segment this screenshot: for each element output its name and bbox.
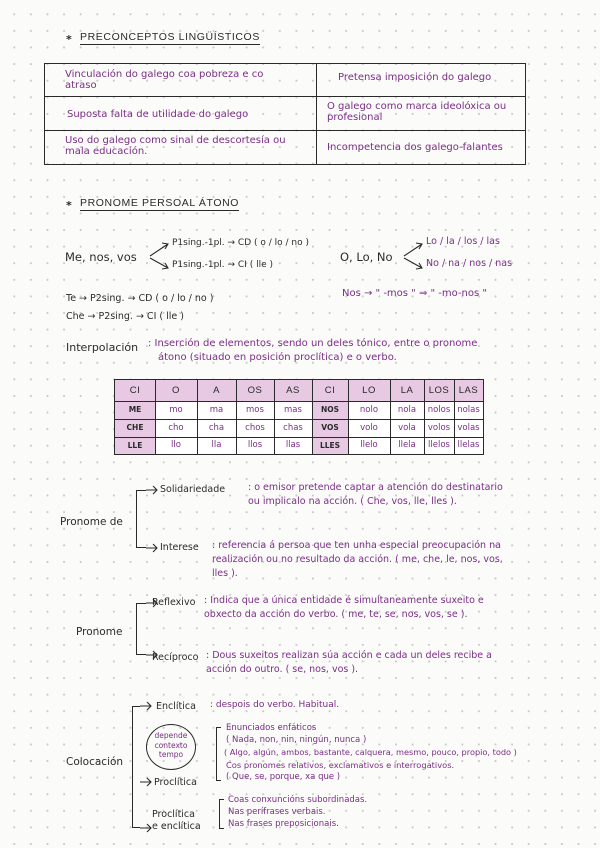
table-cell: nolas xyxy=(457,405,480,415)
table-cell: Pretensa imposición do galego xyxy=(338,72,492,83)
table-cell: O galego como marca ideolóxica ou profesional xyxy=(327,101,507,123)
proclitica-enclitica-item: Nas perífrases verbais. xyxy=(228,807,326,817)
table-header-cell: O xyxy=(172,385,180,396)
table-cell: volos xyxy=(427,423,451,433)
o-lo-no: O, Lo, No xyxy=(340,250,393,264)
table-header-cell: AS xyxy=(286,385,300,396)
interese-text: : referencia á persoa que ten unha especial preocupación na realización ou no resultado da acción. ( me, che, le, nos, vos, lles ). xyxy=(212,540,503,579)
table-row-divider xyxy=(45,130,525,131)
context-oval-text: depende contexto tempo xyxy=(154,731,188,759)
table-row-label: CHE xyxy=(126,423,144,432)
pronome-label: Pronome xyxy=(76,626,123,638)
table-cell: nolos xyxy=(427,405,451,415)
table-cell: lla xyxy=(211,440,222,450)
table-cell: nolo xyxy=(359,405,379,415)
table-cell: llela xyxy=(398,440,416,450)
bullet-star: * xyxy=(66,33,72,46)
table-cell: volas xyxy=(457,423,480,433)
proclitica-item: ( Nada, non, nin, ningún, nunca ) xyxy=(226,735,367,745)
me-nos-vos: Me, nos, vos xyxy=(65,250,137,264)
table-cell: llas xyxy=(285,440,301,450)
table-cell: Incompetencia dos galego-falantes xyxy=(327,142,503,153)
bullet-star: * xyxy=(66,199,72,212)
o-forms-2: No / na / nos / nas xyxy=(426,258,513,269)
solidariedade-text: : o emisor pretende captar a atención do destinatario ou implicalo na acción. ( Che, vos, lle, lles ). xyxy=(248,482,503,507)
interpolacion-text: átono (situado en posición proclítica) e o verbo. xyxy=(158,352,397,363)
section-title-preconceptos: PRECONCEPTOS LINGÜÍSTICOS xyxy=(80,31,260,43)
table-header-cell: CI xyxy=(129,385,141,396)
enclitica-text: : despois do verbo. Habitual. xyxy=(210,700,340,710)
table-cell: mo xyxy=(169,405,183,415)
branch-arrows xyxy=(402,240,426,274)
proclitica-enclitica-label: e enclítica xyxy=(152,821,201,832)
pronome-de-label: Pronome de xyxy=(60,516,123,528)
table-row-label: VOS xyxy=(321,423,339,432)
table-cell: llelos xyxy=(428,440,450,450)
interese-label: Interese xyxy=(160,542,199,553)
branch-arrows xyxy=(148,240,172,274)
table-cell: chas xyxy=(283,423,303,433)
table-row-label: LLES xyxy=(319,441,341,450)
proclitica-item: ( Que, se, porque, xa que ) xyxy=(226,772,341,782)
table-row-label: LLE xyxy=(127,441,143,450)
interpolacion-label: Interpolación xyxy=(66,341,139,354)
bracket xyxy=(216,727,221,781)
table-header-cell: LOS xyxy=(428,385,450,396)
table-divider xyxy=(316,64,317,164)
proclitica-item: Enunciados enfáticos xyxy=(226,723,317,733)
table-cell: llelas xyxy=(457,440,480,450)
proclitica-label: Proclítica xyxy=(154,777,197,788)
nos-rule: Nos → " -mos " ⇒ " -mo-nos " xyxy=(342,288,487,299)
table-header-cell: A xyxy=(213,385,220,396)
pronoun-contractions-table xyxy=(114,379,484,455)
colocacion-label: Colocación xyxy=(66,756,124,768)
preconceptos-table xyxy=(44,63,526,165)
che-rule: Che → P2sing. → CI ( lle ) xyxy=(66,311,184,322)
reciproco-text: : Dous suxeitos realizan súa acción e cada un deles recibe a acción do outro. ( se, nos, vos ). xyxy=(206,650,492,675)
table-header-cell: LA xyxy=(400,385,414,396)
table-cell: cha xyxy=(208,423,225,433)
table-cell: volo xyxy=(360,423,378,433)
interpolacion-text: : Inserción de elementos, sendo un deles tónico, entre o pronome xyxy=(148,338,478,349)
reflexivo-label: Reflexivo xyxy=(152,597,196,608)
reflexivo-text: : Indica que a única entidade é simultaneamente suxeito e obxecto da acción do verbo. ( me, te, se, nos, vos, se ). xyxy=(204,595,484,620)
table-row-label: NOS xyxy=(320,405,340,414)
table-cell: llos xyxy=(247,440,263,450)
table-cell: Uso do galego como sinal de descortesía ou mala educación. xyxy=(65,135,286,157)
table-cell: llo xyxy=(171,440,181,450)
me-ci-rule: P1sing.-1pl. → CI ( lle ) xyxy=(172,260,274,270)
table-cell: ma xyxy=(209,405,224,415)
proclitica-enclitica-item: Nas frases preposicionais. xyxy=(228,819,339,829)
table-row-label: ME xyxy=(128,405,142,414)
table-header-cell: CI xyxy=(324,385,336,396)
proclitica-enclitica-item: Coas conxuncións subordinadas. xyxy=(228,795,368,805)
table-row-divider xyxy=(45,96,525,97)
table-cell: cho xyxy=(168,423,184,433)
reciproco-label: Recíproco xyxy=(152,652,199,663)
me-cd-rule: P1sing.-1pl. → CD ( o / lo / no ) xyxy=(172,238,309,248)
table-header-cell: LAS xyxy=(458,385,479,396)
solidariedade-label: Solidariedade xyxy=(160,484,226,495)
table-header-cell: OS xyxy=(247,385,263,396)
table-cell: Vinculación do galego coa pobreza e co atraso xyxy=(65,69,264,91)
table-cell: nola xyxy=(397,405,417,415)
proclitica-item: Cos pronomes relativos, exclamativos e interrogativos. xyxy=(226,760,455,770)
section-title-pronome-persoal: PRONOME PERSOAL ÁTONO xyxy=(80,197,240,209)
table-cell: chos xyxy=(245,423,265,433)
table-cell: mas xyxy=(284,405,302,415)
enclitica-label: Enclítica xyxy=(156,701,196,712)
o-forms-1: Lo / la / los / las xyxy=(426,236,500,247)
bracket xyxy=(219,799,224,829)
table-cell: llelo xyxy=(360,440,378,450)
table-cell: Suposta falta de utilidade do galego xyxy=(67,109,249,120)
table-header-cell: LO xyxy=(362,385,376,396)
table-cell: vola xyxy=(398,423,416,433)
proclitica-enclitica-label: Proclítica xyxy=(152,809,195,820)
te-rule: Te → P2sing. → CD ( o / lo / no ) xyxy=(66,293,214,304)
table-cell: mos xyxy=(246,405,264,415)
proclitica-item: ( Algo, algún, ambos, bastante, calquera, mesmo, pouco, propio, todo ) xyxy=(224,747,517,757)
branch-arrows xyxy=(145,484,161,554)
